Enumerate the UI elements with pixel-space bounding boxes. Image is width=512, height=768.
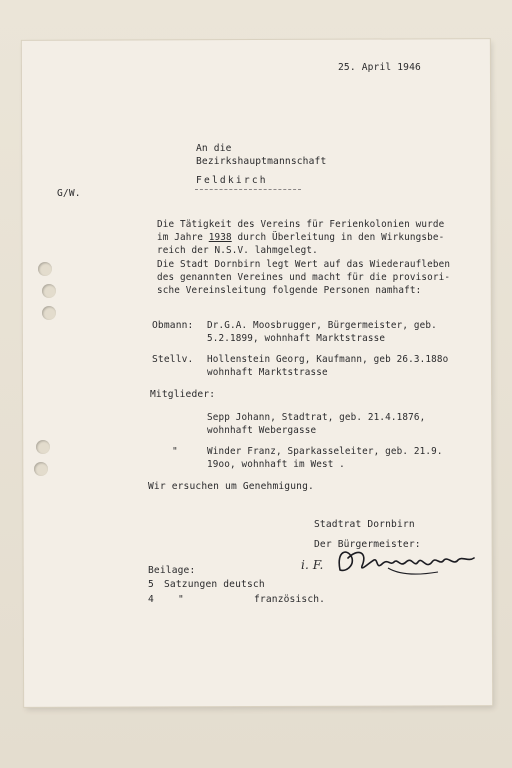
recipient-line-1: An die bbox=[196, 143, 232, 154]
body-line bbox=[157, 232, 444, 244]
signature-line-2: Der Bürgermeister: bbox=[314, 539, 421, 550]
signature-line-1: Stadtrat Dornbirn bbox=[314, 519, 415, 530]
request-line: Wir ersuchen um Genehmigung. bbox=[148, 481, 314, 492]
signature-prefix: i. F. bbox=[301, 558, 324, 572]
body-line: Die Tätigkeit des Vereins für Ferienkolonien wurde bbox=[157, 219, 445, 230]
recipient-city-underline bbox=[195, 189, 301, 190]
body-text: durch Überleitung in den Wirkungsbe- bbox=[231, 232, 445, 243]
body-line: sche Vereinsleitung folgende Personen namhaft: bbox=[157, 285, 422, 296]
reference-code: G/W. bbox=[57, 188, 81, 199]
recipient-city: Feldkirch bbox=[196, 175, 268, 186]
stellv-label: Stellv. bbox=[152, 354, 194, 365]
body-line: des genannten Vereines und macht für die provisori- bbox=[157, 272, 451, 283]
obmann-detail: Dr.G.A. Moosbrugger, Bürgermeister, geb. bbox=[207, 320, 437, 331]
obmann-detail: 5.2.1899, wohnhaft Marktstrasse bbox=[207, 333, 386, 344]
punch-hole bbox=[34, 462, 48, 476]
stellv-detail: Hollenstein Georg, Kaufmann, geb 26.3.188o bbox=[207, 354, 449, 365]
letter-date: 25. April 1946 bbox=[338, 62, 421, 73]
member-detail: Winder Franz, Sparkasseleiter, geb. 21.9. bbox=[207, 446, 443, 457]
ditto-mark: " bbox=[178, 594, 184, 605]
enclosure-item: Satzungen deutsch bbox=[164, 579, 265, 590]
body-text: im Jahre bbox=[157, 232, 209, 243]
enclosure-label: Beilage: bbox=[148, 565, 196, 576]
mitglieder-label: Mitglieder: bbox=[150, 389, 216, 400]
obmann-label: Obmann: bbox=[152, 320, 194, 331]
recipient-line-2: Bezirkshauptmannschaft bbox=[196, 156, 327, 167]
enclosure-qty: 5 bbox=[148, 579, 154, 590]
member-detail: wohnhaft Webergasse bbox=[207, 425, 317, 436]
underlined-year: 1938 bbox=[208, 232, 232, 243]
punch-hole bbox=[36, 440, 50, 454]
stellv-detail: wohnhaft Marktstrasse bbox=[207, 367, 328, 378]
punch-hole bbox=[42, 284, 56, 298]
handwritten-signature bbox=[318, 540, 488, 585]
member-detail: 19oo, wohnhaft im West . bbox=[207, 459, 345, 470]
member-detail: Sepp Johann, Stadtrat, geb. 21.4.1876, bbox=[207, 412, 426, 423]
enclosure-qty: 4 bbox=[148, 594, 154, 605]
punch-hole bbox=[38, 262, 52, 276]
body-line: reich der N.S.V. lahmgelegt. bbox=[157, 245, 318, 256]
punch-hole bbox=[42, 306, 56, 320]
enclosure-item: französisch. bbox=[254, 594, 326, 605]
body-line: Die Stadt Dornbirn legt Wert auf das Wiederaufleben bbox=[157, 259, 451, 270]
ditto-mark: " bbox=[172, 446, 178, 457]
